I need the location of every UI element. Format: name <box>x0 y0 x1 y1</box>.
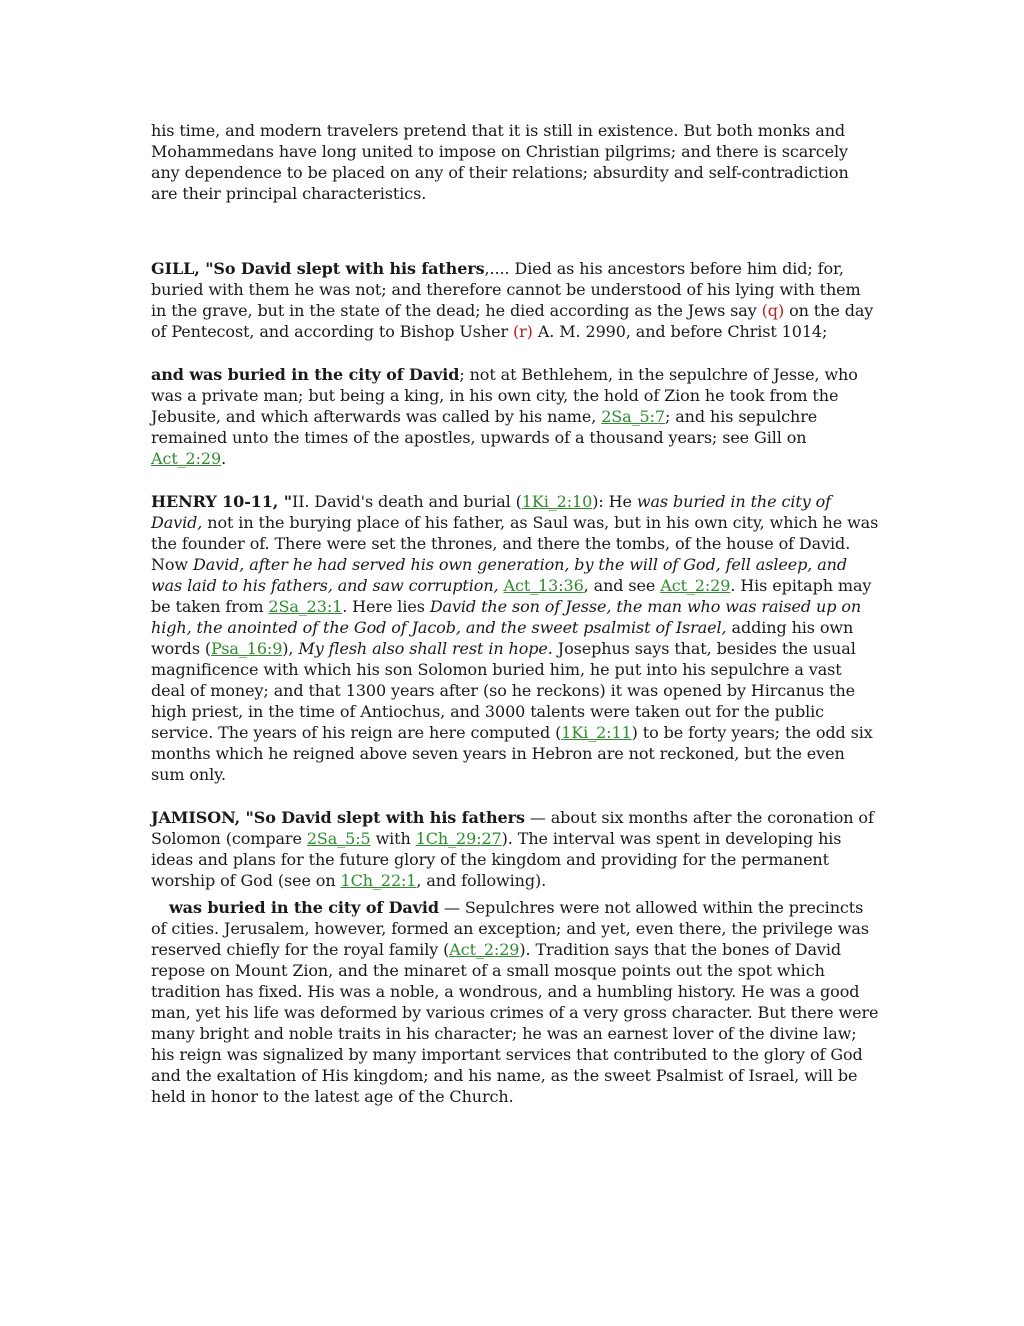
scripture-link[interactable]: Act_13:36 <box>503 576 584 595</box>
gill-text: ; not at Bethlehem, in the sepulchre of Jesse, who was a private man; but being a king, in his own city, the hold of Zion he took from the Jebusite, and which afterwards was called by his name, <box>151 365 858 426</box>
gill-paragraph-1 <box>151 258 879 342</box>
henry-italic: David, after he had served his own generation, by the will of God, fell asleep, and was laid to his fathers, and saw corruption, <box>151 555 847 595</box>
intro-paragraph: his time, and modern travelers pretend that it is still in existence. But both monks and Mohammedans have long united to impose on Christian pilgrims; and there is scarcely any dependence to be placed on any of their relations; absurdity and self-contradiction are their principal characteristics. <box>151 121 849 203</box>
henry-italic: was buried in the city of David, <box>151 492 831 532</box>
henry-heading: HENRY 10-11, " <box>151 492 292 511</box>
gill-text: A. M. 2990, and before Christ 1014; <box>532 322 828 341</box>
paragraph-gap <box>151 469 879 491</box>
henry-paragraph <box>151 491 879 785</box>
paragraph-gap <box>151 342 879 364</box>
jamison-text: ). The interval was spent in developing his ideas and plans for the future glory of the kingdom and providing for the permanent worship of God (see on <box>151 829 842 890</box>
jamison-paragraph-1 <box>151 807 879 891</box>
footnote-q-link[interactable]: (q) <box>761 301 785 320</box>
gill-heading: GILL, "So David slept with his fathers <box>151 259 485 278</box>
gill-text: . <box>221 449 227 468</box>
gill-paragraph-2 <box>151 364 879 469</box>
jamison-subheading: was buried in the city of David <box>169 898 439 917</box>
henry-text: II. David's death and burial ( <box>291 492 522 511</box>
henry-text: ): He <box>592 492 637 511</box>
henry-italic: David the son of Jesse, the man who was raised up on high, the anointed of the God of Jacob, and the sweet psalmist of Israel, <box>151 597 862 637</box>
document-page <box>151 120 879 1107</box>
scripture-link[interactable]: Act_2:29 <box>151 449 222 468</box>
jamison-text: — Sepulchres were not allowed within the precincts of cities. Jerusalem, however, formed an exception; and yet, even there, the privilege was reserved chiefly for the royal family ( <box>151 898 869 959</box>
henry-italic: My flesh also shall rest in hope. <box>298 639 553 658</box>
jamison-text: ). Tradition says that the bones of David repose on Mount Zion, and the minaret of a small mosque points out the spot which tradition has fixed. His was a noble, a wondrous, and a humbling history. He was a good man, yet his life was deformed by various crimes of a very gross character. But there were many bright and noble traits in his character; he was an earnest lover of the divine law; his reign was signalized by many important services that contributed to the glory of God and the exaltation of His kingdom; and his name, as the sweet Psalmist of Israel, will be held in honor to the latest age of the Church. <box>151 940 879 1106</box>
jamison-paragraph-2 <box>151 897 879 1107</box>
henry-text: . His epitaph may be taken from <box>151 576 872 616</box>
henry-text: ) to be forty years; the odd six months which he reigned above seven years in Hebron are not reckoned, but the even sum only. <box>151 723 873 784</box>
henry-text: . Here lies <box>342 597 430 616</box>
scripture-link[interactable]: 1Ki_2:11 <box>561 723 632 742</box>
jamison-heading: JAMISON, "So David slept with his fathers <box>151 808 525 827</box>
footnote-r-link[interactable]: (r) <box>512 322 533 341</box>
scripture-link[interactable]: 1Ch_29:27 <box>415 829 502 848</box>
section-gap <box>151 204 879 258</box>
gill-text: ,.... Died as his ancestors before him did; for, buried with them he was not; and therefore cannot be understood of his lying with them in the grave, but in the state of the dead; he died according as the Jews say <box>151 259 861 320</box>
scripture-link[interactable]: 2Sa_5:5 <box>306 829 371 848</box>
scripture-link[interactable]: 1Ki_2:10 <box>521 492 593 511</box>
gill-text: on the day of Pentecost, and according to Bishop Usher <box>151 301 874 341</box>
jamison-text: with <box>370 829 416 848</box>
henry-text: Josephus says that, besides the usual magnificence with which his son Solomon buried him, he put into his sepulchre a vast deal of money; and that 1300 years after (so he reckons) it was opened by Hircanus the high priest, in the time of Antiochus, and 3000 talents were taken out for the public service. The years of his reign are here computed ( <box>151 639 856 742</box>
paragraph-gap <box>151 785 879 807</box>
henry-text: ), <box>282 639 299 658</box>
henry-text: , and see <box>583 576 661 595</box>
henry-text: adding his own words ( <box>151 618 854 658</box>
scripture-link[interactable]: 2Sa_23:1 <box>268 597 343 616</box>
gill-text: ; and his sepulchre remained unto the times of the apostles, upwards of a thousand years; see Gill on <box>151 407 818 447</box>
jamison-text: — about six months after the coronation of Solomon (compare <box>151 808 874 848</box>
scripture-link[interactable]: 1Ch_22:1 <box>340 871 417 890</box>
jamison-text: , and following). <box>416 871 547 890</box>
scripture-link[interactable]: Psa_16:9 <box>211 639 283 658</box>
scripture-link[interactable]: Act_2:29 <box>660 576 731 595</box>
gill-subheading: and was buried in the city of David <box>151 365 460 384</box>
scripture-link[interactable]: Act_2:29 <box>449 940 520 959</box>
henry-text: not in the burying place of his father, as Saul was, but in his own city, which he was the founder of. There were set the thrones, and there the tombs, of the house of David. Now <box>151 513 879 574</box>
scripture-link[interactable]: 2Sa_5:7 <box>601 407 665 426</box>
